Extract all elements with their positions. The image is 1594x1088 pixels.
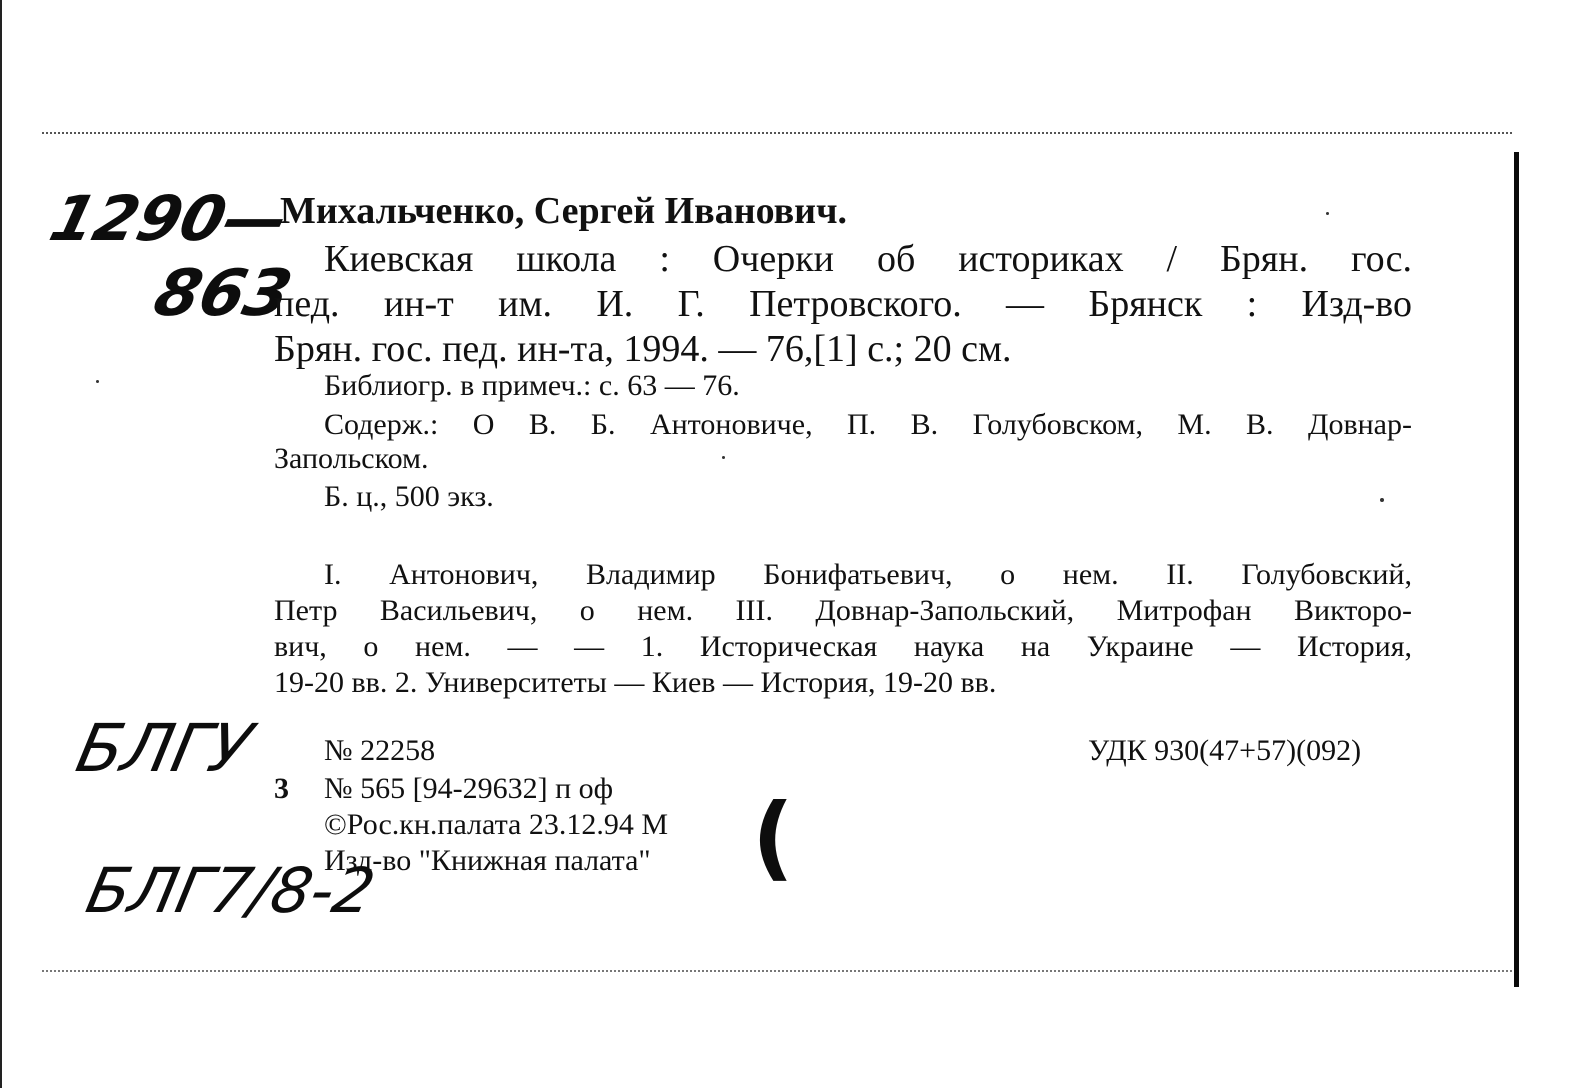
scan-speck [1326,212,1329,215]
subject-line-2: Петр Васильевич, о нем. III. Довнар-Запольский, Митрофан Викторо- [274,594,1412,627]
bibliography-note: Библиогр. в примеч.: с. 63 — 76. [324,369,740,402]
subject-line-3: вич, о нем. — — 1. Историческая наука на Украине — История, [274,630,1412,663]
scan-left-edge [0,0,2,1088]
card-top-border [42,132,1512,134]
subject-line-1: I. Антонович, Владимир Бонифатьевич, о нем. II. Голубовский, [324,558,1412,591]
handwritten-call-number-bottom: 863 [146,257,299,331]
handwritten-shelf-mark-1: БЛГУ [69,710,259,787]
price-print-run: Б. ц., 500 экз. [324,480,494,513]
publisher-line: Изд-во "Книжная палата" [324,844,651,877]
scan-speck [96,380,99,383]
card-right-border [1514,152,1519,987]
title-line-3: Брян. гос. пед. ин-та, 1994. — 76,[1] с.; 20 см. [274,328,1012,370]
author-heading: Михальченко, Сергей Иванович. [280,190,847,232]
card-hole-mark: ( [752,784,795,891]
handwritten-call-number-top: 1290— [43,182,296,255]
card-bottom-border [42,970,1512,972]
scan-speck [722,456,725,459]
copyright-line: ©Рос.кн.палата 23.12.94 М [324,808,669,841]
handwritten-shelf-mark-2: БЛГ7/8-2 [80,854,382,927]
subject-line-4: 19-20 вв. 2. Университеты — Киев — История, 19-20 вв. [274,666,997,699]
title-line-2: пед. ин-т им. И. Г. Петровского. — Брянск : Изд-во [274,283,1412,325]
card-index: 3 [274,772,289,805]
scan-speck [1380,498,1384,502]
registration-number: № 22258 [324,734,436,767]
title-line-1: Киевская школа : Очерки об историках / Брян. гос. [324,238,1412,280]
contents-note-line-2: Запольском. [274,442,429,475]
order-line: № 565 [94-29632] п оф [324,772,614,805]
contents-note-line-1: Содерж.: О В. Б. Антоновиче, П. В. Голубовском, М. В. Довнар- [324,408,1412,441]
udc-code: УДК 930(47+57)(092) [1088,734,1362,767]
